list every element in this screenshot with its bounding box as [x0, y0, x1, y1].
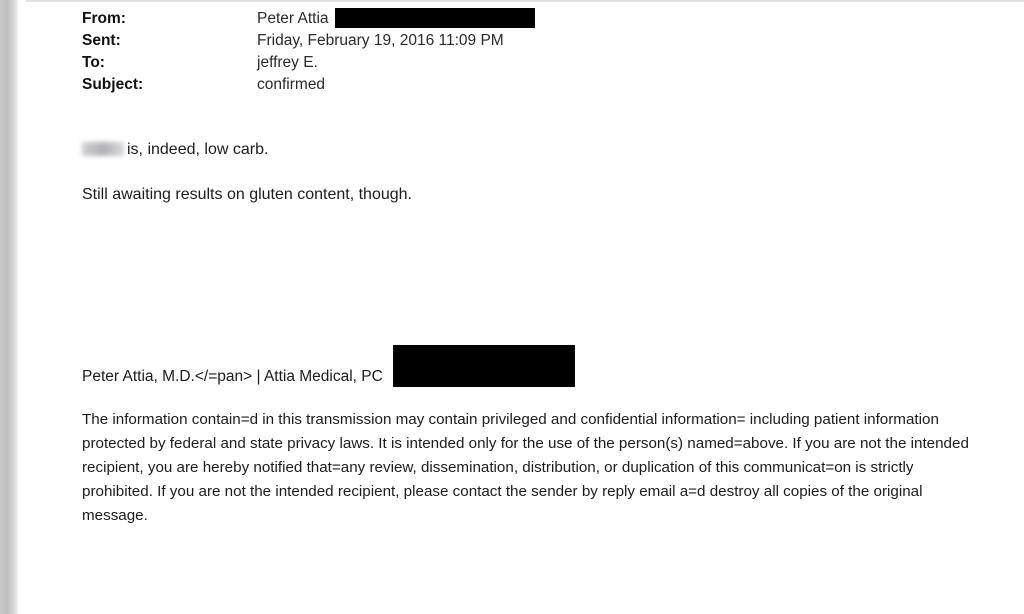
body-paragraph-1	[82, 138, 982, 161]
email-header	[82, 8, 982, 96]
header-row-from	[82, 8, 982, 30]
header-label-subject: Subject:	[82, 76, 144, 93]
signature-line	[82, 356, 982, 398]
redaction-bar-signature	[393, 345, 575, 387]
header-row-subject	[82, 74, 982, 96]
page-margin-gap	[18, 0, 26, 614]
header-row-to	[82, 52, 982, 74]
from-sender-name: Peter Attia	[257, 10, 329, 27]
header-value-to: jeffrey E.	[257, 54, 318, 71]
header-row-sent	[82, 30, 982, 52]
header-value-sent: Friday, February 19, 2016 11:09 PM	[257, 32, 504, 49]
scan-top-line	[26, 0, 1024, 2]
body-paragraph-1-text: is, indeed, low carb.	[127, 141, 269, 158]
body-paragraph-2: Still awaiting results on gluten content, though.	[82, 186, 412, 203]
header-label-to: To:	[82, 54, 105, 71]
redaction-bar-from	[335, 8, 535, 28]
email-signature	[82, 356, 982, 398]
email-body	[82, 138, 982, 228]
confidentiality-disclaimer: The information contain=d in this transmission may contain privileged and confidential information= including patient information protected by federal and state privacy laws. It is intended only for the use of the person(s) named=above. If you are not the intended recipient, you are hereby notified that=any review, dissemination, distribution, or duplication of this communicat=on is strictly prohibited. If you are not the intended recipient, please contact the sender by reply email a=d destroy all copies of the original message.	[82, 411, 969, 524]
scan-edge-shadow	[0, 0, 18, 614]
header-value-subject: confirmed	[257, 76, 326, 93]
header-value-from	[257, 8, 535, 30]
blurred-name-redaction	[82, 142, 124, 156]
header-label-from: From:	[82, 10, 126, 27]
document-page	[26, 0, 1024, 614]
signature-text: Peter Attia, M.D.</=pan> | Attia Medical, PC	[82, 368, 383, 386]
header-label-sent: Sent:	[82, 32, 121, 49]
